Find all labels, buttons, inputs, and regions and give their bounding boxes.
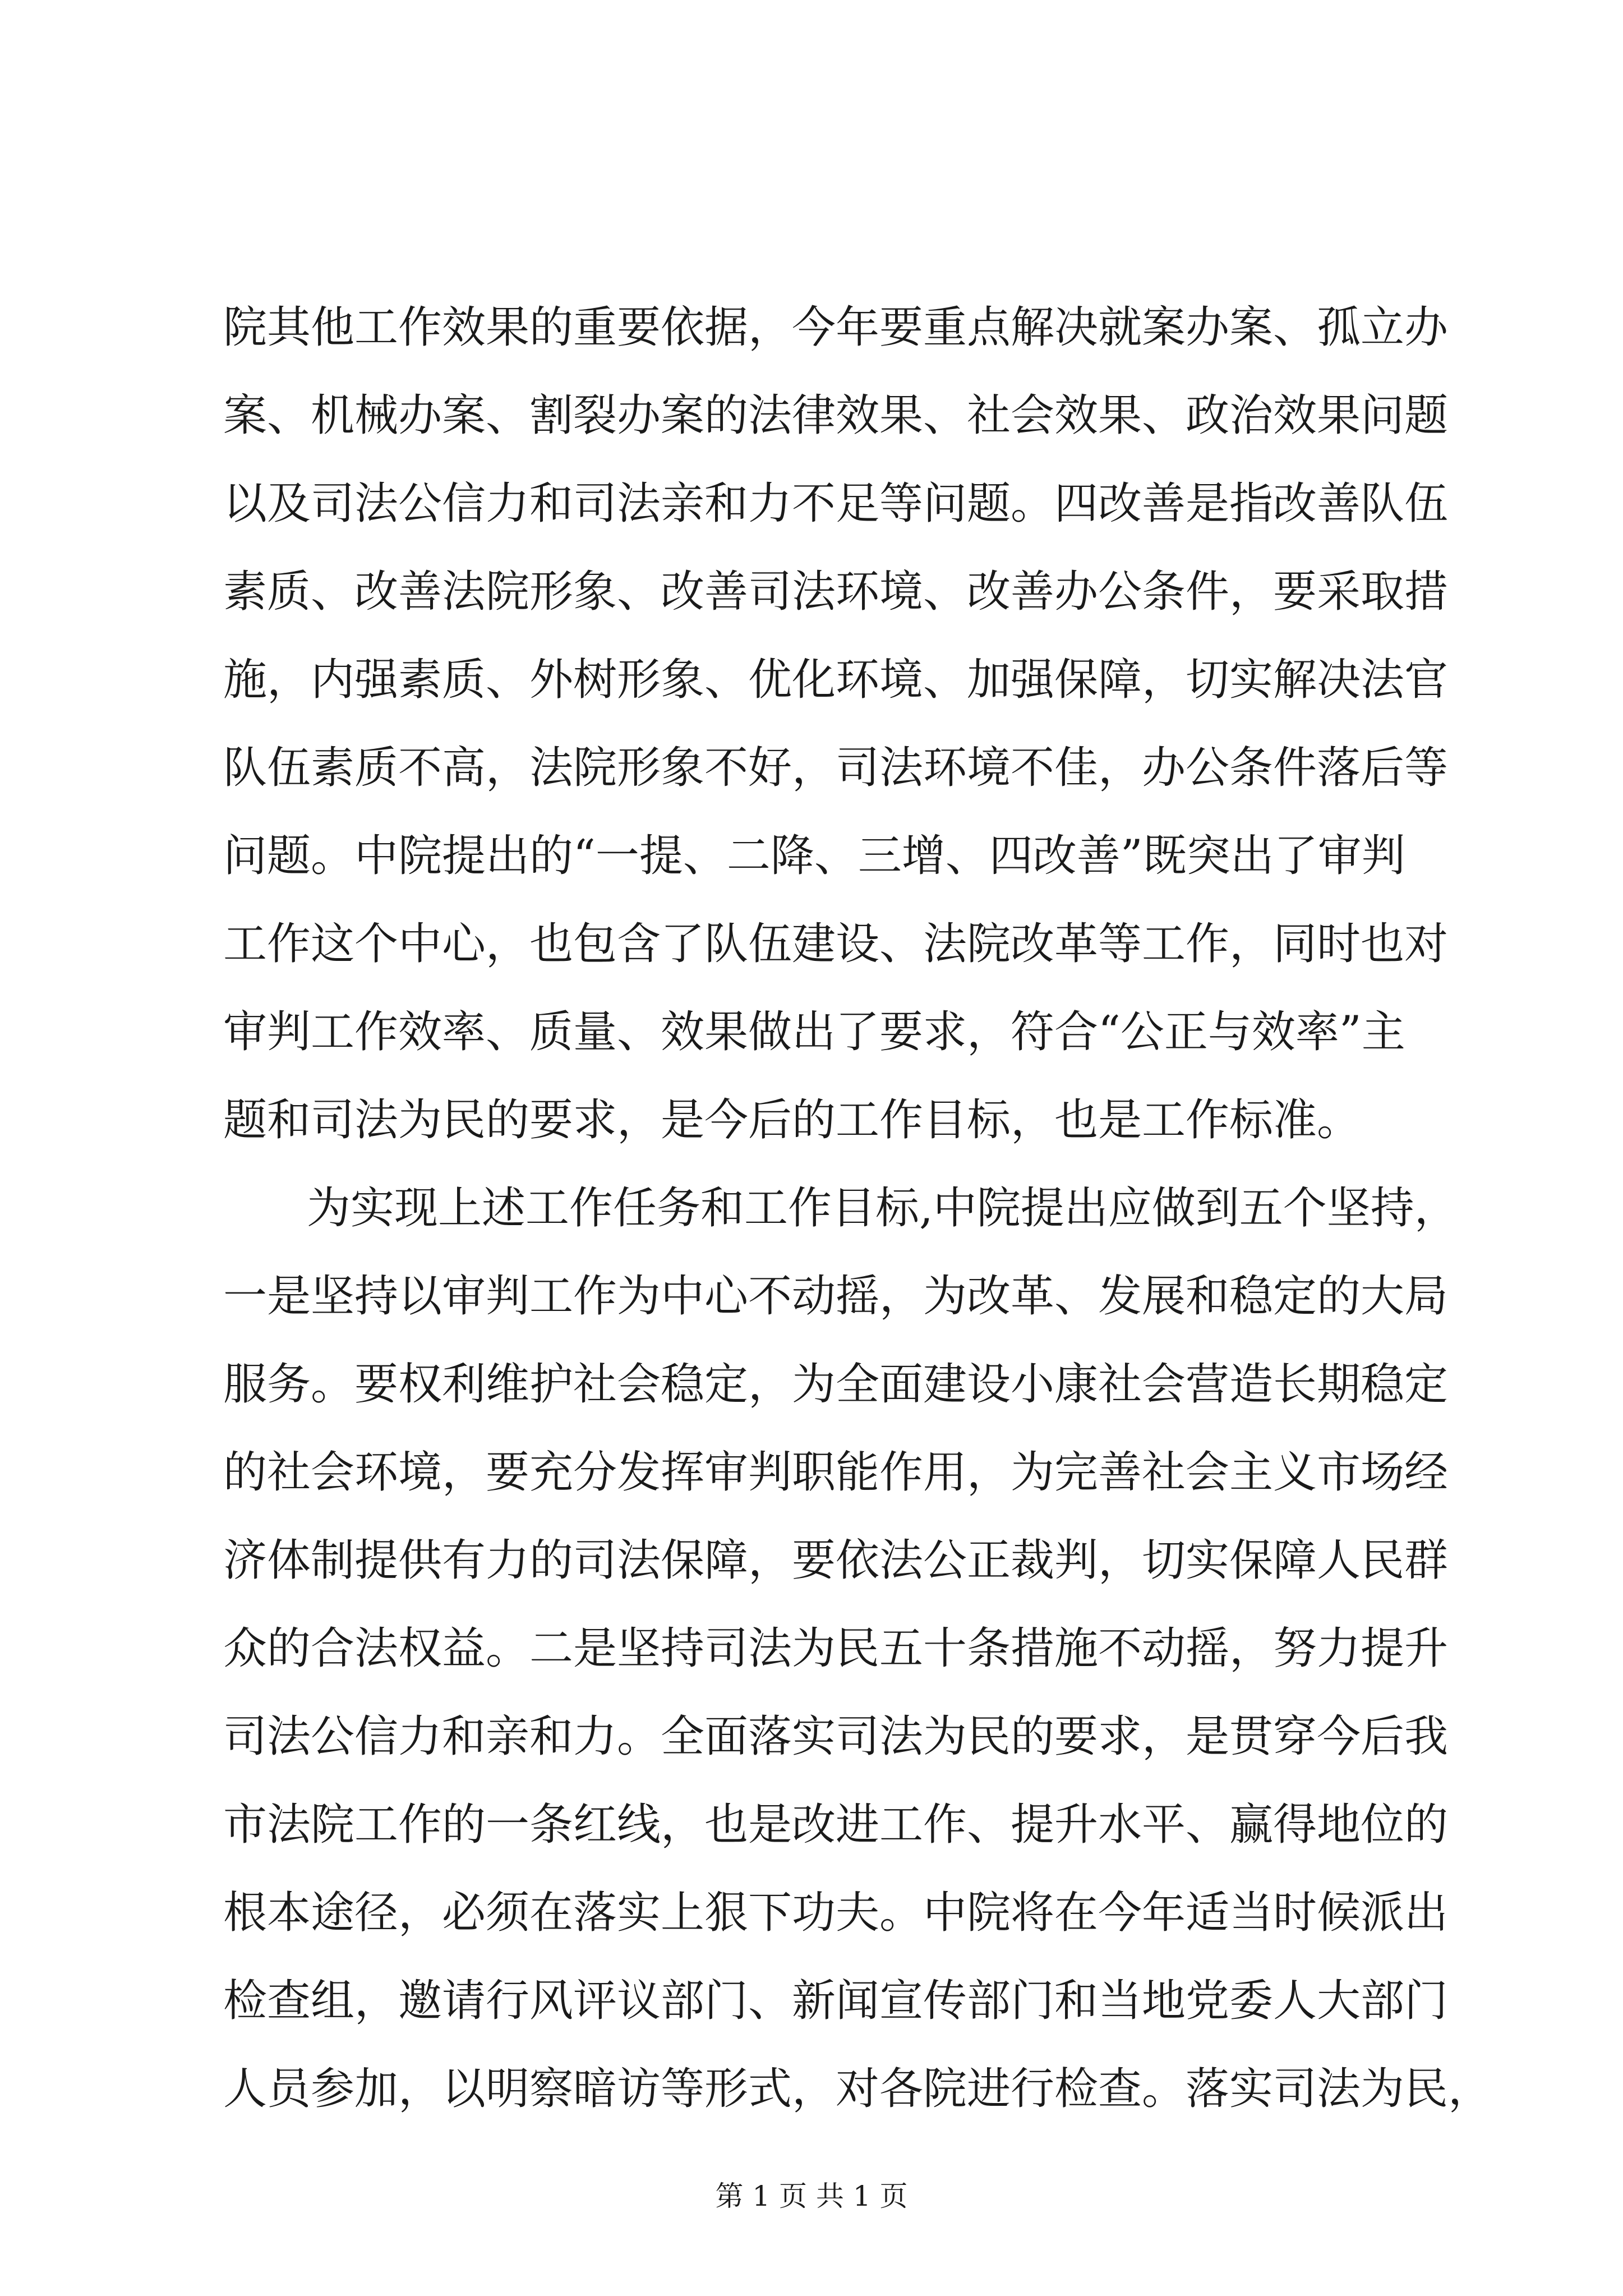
text-line: 众的合法权益。二是坚持司法为民五十条措施不动摇，努力提升 [223,1623,1449,1674]
text-line: 市法院工作的一条红线，也是改进工作、提升水平、赢得地位的 [223,1800,1449,1850]
text-line: 服务。要权利维护社会稳定，为全面建设小康社会营造长期稳定 [223,1359,1449,1410]
text-line: 人员参加，以明察暗访等形式，对各院进行检查。落实司法为民， [223,2064,1492,2114]
text-line: 检查组，邀请行风评议部门、新闻宣传部门和当地党委人大部门 [223,1976,1449,2026]
text-line: 一是坚持以审判工作为中心不动摇，为改革、发展和稳定的大局 [223,1271,1449,1322]
text-line: 工作这个中心，也包含了队伍建设、法院改革等工作，同时也对 [223,919,1449,969]
text-line: 的社会环境，要充分发挥审判职能作用，为完善社会主义市场经 [223,1447,1449,1498]
text-line: 题和司法为民的要求，是今后的工作目标，也是工作标准。 [223,1095,1361,1145]
text-line: 以及司法公信力和司法亲和力不足等问题。四改善是指改善队伍 [223,478,1449,529]
text-line: 施，内强素质、外树形象、优化环境、加强保障，切实解决法官 [223,655,1449,705]
text-line: 审判工作效率、质量、效果做出了要求，符合“公正与效率”主 [223,1007,1405,1057]
text-line: 队伍素质不高，法院形象不好，司法环境不佳，办公条件落后等 [223,743,1449,793]
page-footer: 第 1 页 共 1 页 [715,2180,908,2212]
text-line: 院其他工作效果的重要依据，今年要重点解决就案办案、孤立办 [223,302,1449,353]
text-line: 为实现上述工作任务和工作目标,中院提出应做到五个坚持， [307,1183,1458,1234]
text-line: 素质、改善法院形象、改善司法环境、改善办公条件，要采取措 [223,567,1449,617]
text-line: 问题。中院提出的“一提、二降、三增、四改善”既突出了审判 [223,831,1405,881]
text-line: 司法公信力和亲和力。全面落实司法为民的要求，是贯穿今后我 [223,1711,1449,1762]
text-line: 济体制提供有力的司法保障，要依法公正裁判，切实保障人民群 [223,1535,1449,1586]
text-line: 根本途径，必须在落实上狠下功夫。中院将在今年适当时候派出 [223,1888,1449,1938]
text-line: 案、机械办案、割裂办案的法律效果、社会效果、政治效果问题 [223,390,1449,441]
